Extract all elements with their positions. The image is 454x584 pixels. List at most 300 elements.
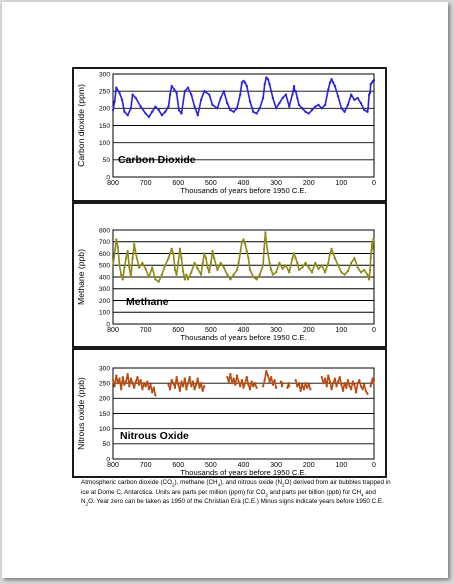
data-point [118, 264, 120, 266]
data-point [223, 266, 225, 268]
data-point [263, 248, 265, 250]
data-point [372, 382, 374, 384]
data-point [340, 107, 342, 109]
data-point [343, 382, 345, 384]
data-point [153, 387, 155, 389]
data-point [172, 382, 174, 384]
x-axis-label: Thousands of years before 1950 C.E. [180, 186, 307, 195]
data-point [373, 241, 375, 243]
data-point [259, 107, 261, 109]
data-point [171, 248, 173, 250]
data-point [220, 262, 222, 264]
data-point [285, 93, 287, 95]
data-point [112, 109, 114, 111]
data-point [133, 243, 135, 245]
data-point [296, 385, 298, 387]
data-point [161, 114, 163, 116]
data-point [167, 105, 169, 107]
caption-text: and N [81, 488, 376, 506]
data-point [275, 107, 277, 109]
y-tick-label: 300 [98, 286, 110, 294]
data-point [174, 387, 176, 389]
data-point [151, 266, 153, 268]
x-tick-label: 500 [205, 327, 217, 334]
data-point [239, 385, 241, 387]
data-point [268, 262, 270, 264]
data-point [184, 278, 186, 280]
data-point [233, 273, 235, 275]
panel-label: Methane [126, 296, 169, 308]
data-point [141, 388, 143, 390]
data-point [272, 384, 274, 386]
x-tick-label: 600 [172, 180, 185, 187]
x-tick-label: 800 [107, 462, 119, 469]
data-point [193, 262, 195, 264]
data-point [131, 257, 133, 259]
y-tick-label: 100 [98, 426, 110, 434]
data-point [211, 250, 213, 252]
data-point [275, 387, 277, 389]
data-point [357, 266, 359, 268]
data-point [343, 111, 345, 113]
data-point [138, 266, 140, 268]
data-point [317, 104, 319, 106]
data-point [144, 385, 146, 387]
data-point [272, 97, 274, 99]
caption-text: O) derived from air bubbles trapped in ice at Dome C, Antarctica. Units are parts per million (ppm) for CO [81, 479, 391, 496]
data-point [373, 379, 375, 381]
data-point [304, 111, 306, 113]
data-point [197, 114, 199, 116]
caption-text: Atmospheric carbon dioxide (CO [81, 479, 172, 486]
data-point [247, 257, 249, 259]
data-point [298, 269, 300, 271]
data-point [175, 273, 177, 275]
data-point [273, 379, 275, 381]
data-point [234, 384, 236, 386]
data-point [308, 266, 310, 268]
data-point [288, 105, 290, 107]
y-axis-label: Carbon dioxide (ppm) [76, 84, 86, 167]
x-tick-label: 200 [302, 180, 315, 187]
data-point [169, 93, 171, 95]
data-point [192, 380, 194, 382]
y-tick-label: 200 [98, 297, 110, 305]
data-point [268, 83, 270, 85]
x-tick-label: 500 [205, 180, 217, 187]
data-point [311, 271, 313, 273]
y-tick-label: 100 [98, 140, 110, 148]
data-point [358, 379, 360, 381]
data-point [169, 252, 171, 254]
data-point [239, 252, 241, 254]
data-point [208, 93, 210, 95]
data-point [135, 380, 137, 382]
data-point [185, 273, 187, 275]
data-point [303, 388, 305, 390]
data-point [366, 393, 368, 395]
x-tick-label: 0 [372, 462, 376, 469]
x-tick-label: 100 [335, 180, 348, 187]
x-tick-label: 0 [372, 327, 376, 334]
x-tick-label: 400 [237, 462, 250, 469]
data-point [264, 83, 266, 85]
data-point [370, 250, 372, 252]
data-point [241, 81, 243, 83]
y-tick-label: 500 [98, 262, 110, 270]
data-point [141, 262, 143, 264]
x-tick-label: 700 [139, 462, 152, 469]
data-point [322, 382, 324, 384]
data-point [113, 100, 115, 102]
data-point [350, 93, 352, 95]
y-tick-label: 50 [102, 441, 110, 449]
x-tick-label: 700 [139, 327, 152, 334]
data-point [164, 111, 166, 113]
data-point [237, 380, 239, 382]
data-point [173, 88, 175, 90]
data-point [151, 111, 153, 113]
data-point [355, 391, 357, 393]
data-point [360, 385, 362, 387]
data-point [167, 384, 169, 386]
x-tick-label: 300 [270, 462, 282, 469]
data-point [113, 385, 115, 387]
data-point [193, 388, 195, 390]
data-point [363, 269, 365, 271]
data-point [125, 380, 127, 382]
data-point [321, 107, 323, 109]
data-point [189, 376, 191, 378]
caption-subscript: 2 [265, 491, 268, 497]
data-point [347, 270, 349, 272]
data-point [249, 100, 251, 102]
data-point [353, 384, 355, 386]
data-point [175, 376, 177, 378]
data-point [296, 97, 298, 99]
data-point [161, 273, 163, 275]
data-point [270, 376, 272, 378]
data-point [206, 266, 208, 268]
y-tick-label: 250 [98, 380, 110, 388]
caption-subscript: 2 [85, 501, 89, 507]
data-point [244, 382, 246, 384]
data-point [242, 238, 244, 240]
data-point [138, 384, 140, 386]
data-point [174, 269, 176, 271]
data-point [357, 382, 359, 384]
data-point [216, 269, 218, 271]
data-point [127, 373, 129, 375]
data-point [339, 376, 341, 378]
y-tick-label: 700 [98, 239, 110, 247]
data-point [175, 92, 177, 94]
data-point [259, 273, 261, 275]
data-point [295, 90, 297, 92]
y-tick-label: 600 [98, 250, 110, 258]
data-point [327, 88, 329, 90]
data-point [327, 374, 329, 376]
data-point [298, 104, 300, 106]
data-point [278, 262, 280, 264]
data-point [304, 382, 306, 384]
data-point [117, 382, 119, 384]
x-tick-label: 700 [139, 180, 152, 187]
data-point [340, 271, 342, 273]
figure-caption [81, 478, 391, 507]
data-point [241, 241, 243, 243]
data-point [144, 268, 146, 270]
data-point [133, 387, 135, 389]
data-point [236, 269, 238, 271]
x-tick-label: 300 [270, 327, 282, 334]
data-point [324, 271, 326, 273]
data-point [197, 268, 199, 270]
data-point [237, 262, 239, 264]
data-point [262, 264, 264, 266]
data-point [184, 377, 186, 379]
x-tick-label: 200 [302, 462, 315, 469]
data-point [337, 95, 339, 97]
x-tick-label: 400 [237, 327, 250, 334]
data-point [239, 93, 241, 95]
data-point [298, 382, 300, 384]
data-point [372, 248, 374, 250]
data-point [255, 112, 257, 114]
data-point [326, 385, 328, 387]
data-point [172, 252, 174, 254]
x-tick-label: 800 [107, 327, 119, 334]
data-point [360, 102, 362, 104]
data-point [365, 390, 367, 392]
data-point [123, 266, 125, 268]
x-axis-label: Thousands of years before 1950 C.E. [180, 333, 307, 342]
data-point [154, 394, 156, 396]
data-point [148, 276, 150, 278]
data-point [347, 104, 349, 106]
data-point [264, 379, 266, 381]
data-point [268, 380, 270, 382]
data-point [334, 257, 336, 259]
data-point [195, 384, 197, 386]
data-point [249, 388, 251, 390]
data-point [321, 264, 323, 266]
data-point [180, 380, 182, 382]
data-point [149, 384, 151, 386]
data-point [169, 388, 171, 390]
y-tick-label: 250 [98, 88, 110, 96]
data-point [144, 112, 146, 114]
data-point [350, 388, 352, 390]
data-point [330, 388, 332, 390]
data-point [236, 107, 238, 109]
caption-subscript: 4 [217, 482, 221, 488]
data-point [233, 377, 235, 379]
data-point [291, 93, 293, 95]
data-point [151, 391, 153, 393]
data-point [370, 385, 372, 387]
data-point [228, 380, 230, 382]
data-point [288, 271, 290, 273]
panel-label: Carbon Dioxide [118, 154, 196, 166]
data-point [327, 262, 329, 264]
data-point [285, 264, 287, 266]
data-point [115, 374, 117, 376]
x-tick-label: 600 [172, 327, 185, 334]
data-point [210, 262, 212, 264]
x-tick-label: 300 [270, 180, 282, 187]
data-point [200, 273, 202, 275]
data-point [368, 278, 370, 280]
data-point [184, 90, 186, 92]
data-point [373, 79, 375, 81]
data-point [118, 377, 120, 379]
data-point [190, 385, 192, 387]
data-point [265, 370, 267, 372]
data-point [357, 97, 359, 99]
data-point [329, 252, 331, 254]
data-point [299, 390, 301, 392]
x-tick-label: 600 [172, 462, 185, 469]
data-point [182, 270, 184, 272]
data-point [112, 379, 114, 381]
data-point [367, 107, 369, 109]
y-tick-label: 200 [98, 395, 110, 403]
data-point [265, 76, 267, 78]
data-point [112, 264, 114, 266]
data-point [345, 387, 347, 389]
data-point [370, 257, 372, 259]
data-point [177, 262, 179, 264]
data-point [171, 85, 173, 87]
data-point [281, 385, 283, 387]
panel-label: Nitrous Oxide [120, 430, 189, 442]
y-tick-label: 800 [98, 227, 110, 235]
data-point [148, 388, 150, 390]
data-point [197, 377, 199, 379]
data-point [332, 252, 334, 254]
data-point [113, 252, 115, 254]
data-point [117, 246, 119, 248]
data-point [347, 379, 349, 381]
data-point [135, 252, 137, 254]
data-point [241, 379, 243, 381]
data-point [231, 382, 233, 384]
x-tick-label: 800 [107, 180, 119, 187]
data-point [314, 105, 316, 107]
data-point [178, 109, 180, 111]
data-point [187, 382, 189, 384]
data-point [352, 380, 354, 382]
data-point [295, 257, 297, 259]
data-point [242, 387, 244, 389]
data-point [369, 92, 371, 94]
data-point [185, 388, 187, 390]
data-point [131, 382, 133, 384]
data-point [317, 268, 319, 270]
data-point [314, 262, 316, 264]
data-point [179, 390, 181, 392]
data-point [350, 262, 352, 264]
data-point [244, 81, 246, 83]
data-point [321, 376, 323, 378]
data-point [272, 273, 274, 275]
data-point [293, 85, 295, 87]
data-point [251, 380, 253, 382]
y-tick-label: 0 [106, 174, 110, 182]
y-tick-label: 300 [98, 71, 110, 79]
data-point [330, 248, 332, 250]
data-point [371, 243, 373, 245]
caption-subscript: 2 [172, 482, 175, 488]
data-point [363, 109, 365, 111]
data-point [308, 112, 310, 114]
data-point [213, 257, 215, 259]
data-point [246, 376, 248, 378]
data-point [202, 390, 204, 392]
caption-text: ), and nitrous oxide (N [220, 479, 283, 486]
data-point [324, 377, 326, 379]
data-point [120, 273, 122, 275]
data-point [193, 105, 195, 107]
x-axis-label: Thousands of years before 1950 C.E. [180, 468, 307, 477]
data-point [264, 231, 266, 233]
document-page [2, 2, 448, 578]
data-point [301, 266, 303, 268]
data-point [255, 387, 257, 389]
data-point [324, 104, 326, 106]
data-point [164, 264, 166, 266]
data-point [329, 380, 331, 382]
x-tick-label: 0 [372, 180, 376, 187]
data-point [187, 278, 189, 280]
data-point [122, 376, 124, 378]
caption-subscript: 2 [282, 482, 285, 488]
data-point [140, 105, 142, 107]
data-point [262, 97, 264, 99]
data-point [203, 90, 205, 92]
data-point [278, 102, 280, 104]
data-point [123, 384, 125, 386]
x-tick-label: 100 [335, 327, 348, 334]
data-point [229, 373, 231, 375]
data-point [220, 97, 222, 99]
data-point [301, 107, 303, 109]
y-tick-label: 0 [106, 321, 110, 329]
data-point [233, 111, 235, 113]
data-point [270, 90, 272, 92]
data-point [330, 78, 332, 80]
data-point [125, 257, 127, 259]
x-tick-label: 400 [237, 180, 250, 187]
data-point [265, 241, 267, 243]
data-point [360, 271, 362, 273]
data-point [254, 382, 256, 384]
data-point [130, 377, 132, 379]
data-point [180, 112, 182, 114]
data-point [369, 269, 371, 271]
data-point [267, 374, 269, 376]
data-point [115, 87, 117, 89]
data-point [337, 264, 339, 266]
data-point [308, 384, 310, 386]
data-point [190, 93, 192, 95]
data-point [115, 238, 117, 240]
chart-panel-2 [73, 203, 386, 347]
data-point [180, 257, 182, 259]
data-point [372, 238, 374, 240]
data-point [270, 269, 272, 271]
